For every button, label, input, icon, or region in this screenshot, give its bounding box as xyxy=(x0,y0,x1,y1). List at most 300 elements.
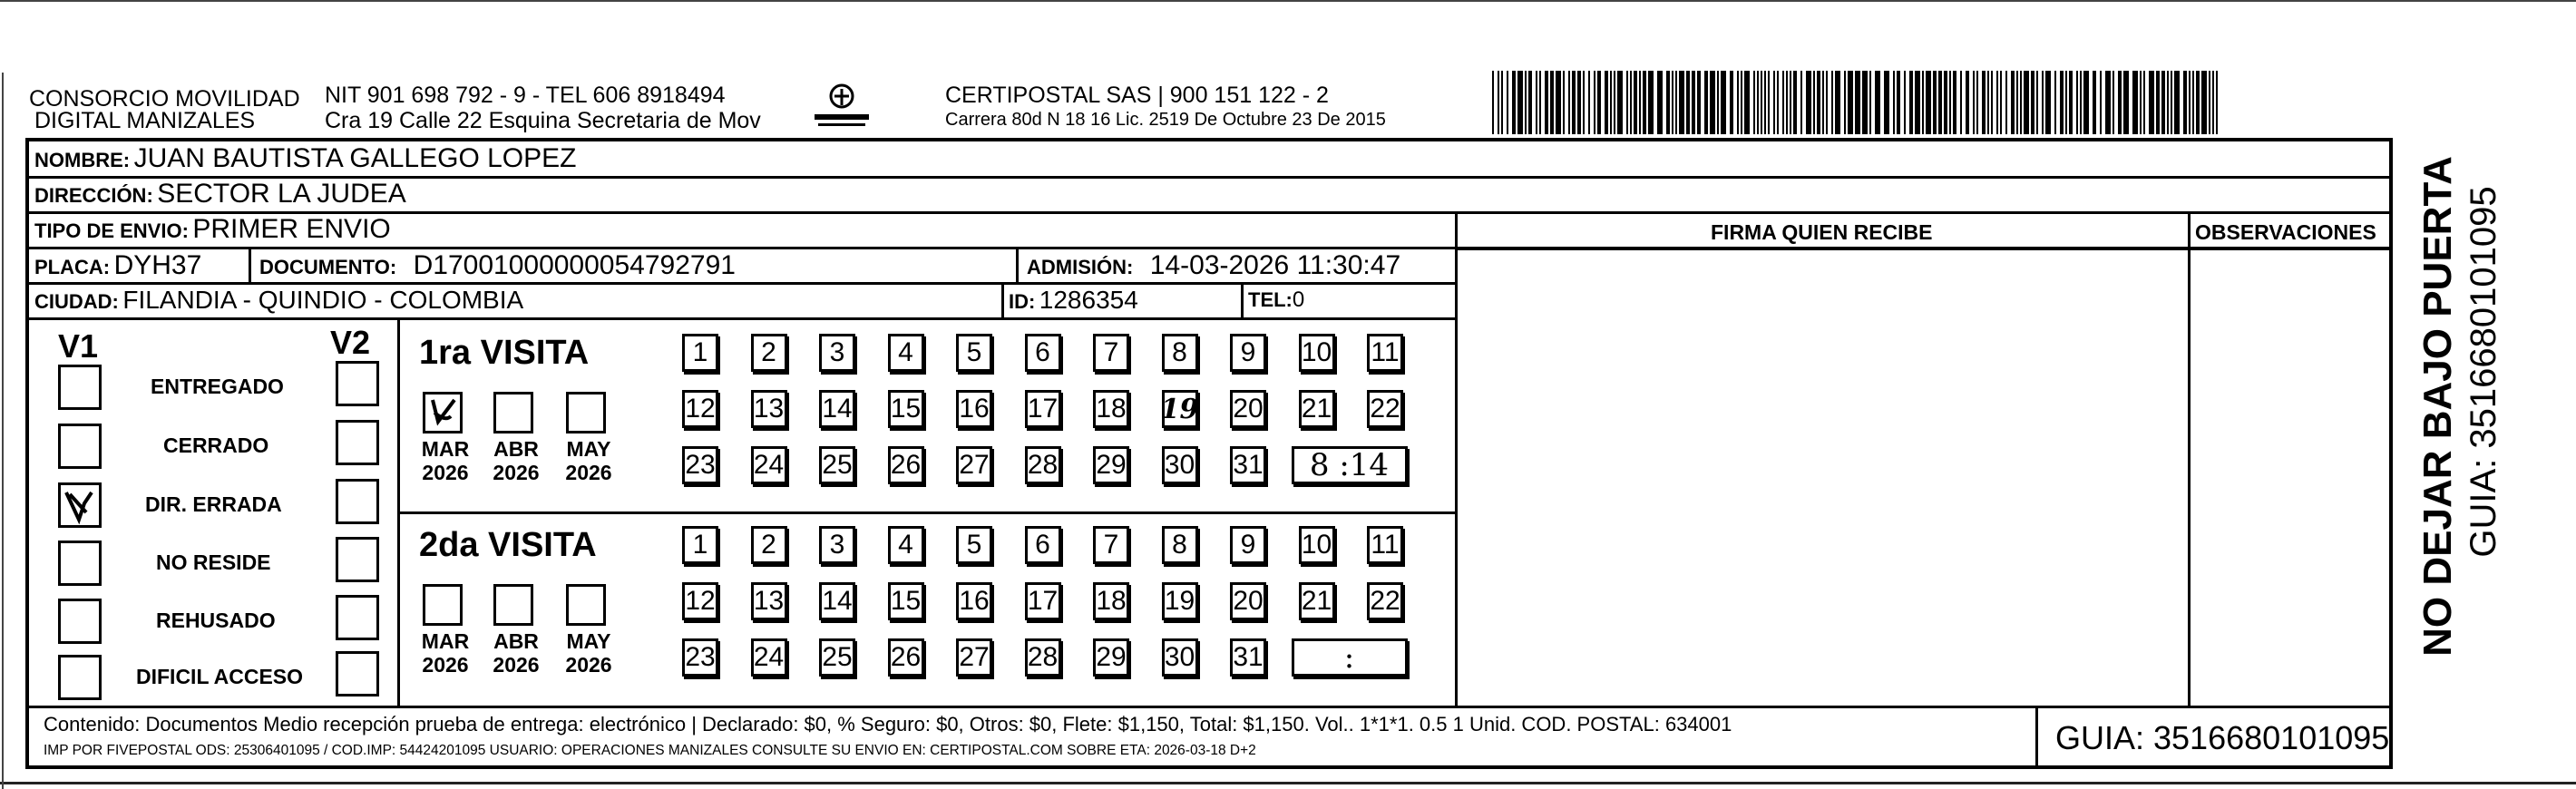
day-number: 19 xyxy=(1164,586,1195,616)
barcode-bar xyxy=(1528,71,1532,134)
status-label: DIFICIL ACCESO xyxy=(136,665,304,688)
v2-checkbox[interactable] xyxy=(336,361,379,406)
day-number: 10 xyxy=(1301,337,1332,367)
month-checkbox[interactable] xyxy=(493,584,533,626)
barcode-bar xyxy=(1583,71,1585,134)
day-box[interactable] xyxy=(888,526,924,564)
barcode-bar xyxy=(2000,71,2002,134)
day-box[interactable] xyxy=(1025,526,1061,564)
admision-field xyxy=(1027,252,1400,279)
barcode-bar xyxy=(1630,71,1632,134)
barcode-bar xyxy=(2192,71,2194,134)
day-number: 13 xyxy=(753,586,785,616)
barcode-bar xyxy=(1666,71,1670,134)
barcode-bar xyxy=(2024,71,2029,134)
day-box[interactable] xyxy=(1162,526,1198,564)
day-box[interactable] xyxy=(819,390,855,428)
barcode-bar xyxy=(1610,71,1612,134)
barcode-bar xyxy=(1904,71,1906,134)
barcode-bar xyxy=(2076,71,2078,134)
nombre-label: NOMBRE: xyxy=(34,149,131,171)
day-box[interactable] xyxy=(819,334,855,372)
firma-column-left xyxy=(1455,211,1458,706)
barcode-bar xyxy=(2140,71,2142,134)
observaciones-header: OBSERVACIONES xyxy=(2195,220,2376,244)
day-box[interactable] xyxy=(1025,638,1061,677)
barcode-bar xyxy=(1498,71,1499,134)
barcode-bar xyxy=(2042,71,2044,134)
barcode-bar xyxy=(1492,71,1494,134)
courier-line2: Carrera 80d N 18 16 Lic. 2519 De Octubre 23 De 2015 xyxy=(945,110,1386,130)
barcode-bar xyxy=(1617,71,1623,134)
month-checkbox[interactable] xyxy=(566,392,606,433)
status-label: REHUSADO xyxy=(156,609,276,632)
barcode-bar xyxy=(1556,71,1561,134)
barcode-bar xyxy=(1545,71,1548,134)
day-number: 6 xyxy=(1035,337,1050,367)
day-box[interactable] xyxy=(1025,334,1061,372)
day-box[interactable] xyxy=(1162,390,1198,428)
barcode-bar xyxy=(1949,71,1951,134)
barcode-bar xyxy=(2113,71,2114,134)
barcode-bar xyxy=(1893,71,1895,134)
day-number: 1 xyxy=(692,337,708,367)
barcode-bar xyxy=(1875,71,1880,134)
admision-label: ADMISIÓN: xyxy=(1027,256,1134,278)
visit-divider xyxy=(397,511,1457,514)
barcode-bar xyxy=(2209,71,2210,134)
barcode-bar xyxy=(1525,71,1527,134)
month-label: MAR xyxy=(421,629,470,653)
day-number: 6 xyxy=(1035,530,1050,560)
day-number: 28 xyxy=(1027,642,1059,672)
month-checkbox[interactable] xyxy=(493,392,533,433)
day-box[interactable] xyxy=(682,446,718,484)
day-number: 17 xyxy=(1027,586,1059,616)
barcode-bar xyxy=(1512,71,1516,134)
v1-checkbox[interactable] xyxy=(58,482,102,528)
barcode-bar xyxy=(2020,71,2022,134)
day-number: 7 xyxy=(1103,337,1119,367)
barcode-bar xyxy=(1744,71,1750,134)
month-label: MAY xyxy=(566,437,611,461)
barcode-bar xyxy=(1933,71,1937,134)
barcode-bar xyxy=(1501,71,1503,134)
day-box[interactable] xyxy=(1299,526,1335,564)
barcode-bar xyxy=(1782,71,1784,134)
barcode-bar xyxy=(1717,71,1719,134)
ciudad-field xyxy=(34,287,523,313)
day-number: 8 xyxy=(1172,337,1187,367)
month-checkbox[interactable] xyxy=(566,584,606,626)
day-number: 5 xyxy=(966,530,982,560)
day-box[interactable] xyxy=(751,638,787,677)
barcode-bar xyxy=(2060,71,2064,134)
barcode-bar xyxy=(1773,71,1775,134)
day-number: 7 xyxy=(1103,530,1119,560)
day-number: 12 xyxy=(685,394,716,424)
day-box[interactable] xyxy=(1299,582,1335,620)
day-number: 27 xyxy=(959,642,990,672)
v2-checkbox[interactable] xyxy=(336,595,379,640)
status-label: ENTREGADO xyxy=(151,375,284,398)
day-number: 12 xyxy=(685,586,716,616)
day-number: 9 xyxy=(1240,337,1256,367)
placa-field xyxy=(34,252,201,279)
day-box[interactable] xyxy=(1367,526,1403,564)
barcode-bar xyxy=(1643,71,1646,134)
day-number: 25 xyxy=(822,642,853,672)
day-number: 17 xyxy=(1027,394,1059,424)
day-box[interactable] xyxy=(1093,390,1129,428)
time-box[interactable] xyxy=(1292,446,1408,484)
day-number: 30 xyxy=(1164,450,1195,480)
barcode-bar xyxy=(1966,71,1969,134)
nombre-value: JUAN BAUTISTA GALLEGO LOPEZ xyxy=(133,143,577,173)
barcode-bar xyxy=(1768,71,1770,134)
firma-header-line xyxy=(1457,248,2393,250)
barcode-bar xyxy=(1686,71,1690,134)
v1-header: V1 xyxy=(58,327,99,365)
day-number: 5 xyxy=(966,337,982,367)
barcode-bar xyxy=(1996,71,1998,134)
day-box[interactable] xyxy=(1162,638,1198,677)
address-line: Cra 19 Calle 22 Esquina Secretaria de Mov xyxy=(325,108,761,133)
barcode-bar xyxy=(2123,71,2129,134)
day-box[interactable] xyxy=(1025,446,1061,484)
barcode-bar xyxy=(2196,71,2200,134)
barcode-bar xyxy=(2201,71,2207,134)
time-box[interactable] xyxy=(1292,638,1408,677)
barcode-bar xyxy=(1626,71,1628,134)
barcode-bar xyxy=(1844,71,1846,134)
check-mark-icon xyxy=(61,485,99,525)
barcode-bar xyxy=(1639,71,1641,134)
barcode xyxy=(1492,71,2218,134)
month-checkbox[interactable] xyxy=(423,584,463,626)
barcode-bar xyxy=(2080,71,2082,134)
day-box[interactable] xyxy=(1230,526,1266,564)
observaciones-column-left xyxy=(2188,211,2191,706)
barcode-bar xyxy=(1737,71,1739,134)
barcode-bar xyxy=(1982,71,1986,134)
admision-divider xyxy=(1016,247,1019,282)
day-box[interactable] xyxy=(682,334,718,372)
barcode-bar xyxy=(1753,71,1755,134)
day-box[interactable] xyxy=(819,446,855,484)
day-number: 16 xyxy=(959,586,990,616)
barcode-bar xyxy=(2011,71,2015,134)
barcode-bar xyxy=(2031,71,2034,134)
barcode-bar xyxy=(1692,71,1695,134)
status-label: DIR. ERRADA xyxy=(145,492,282,516)
id-field xyxy=(1009,287,1138,313)
day-box[interactable] xyxy=(819,526,855,564)
documento-value: D17001000000054792791 xyxy=(413,250,736,280)
month-checkbox[interactable] xyxy=(423,392,463,433)
day-number: 24 xyxy=(753,450,785,480)
barcode-bar xyxy=(1657,71,1663,134)
barcode-bar xyxy=(1790,71,1791,134)
barcode-bar xyxy=(1831,71,1833,134)
day-number: 20 xyxy=(1233,586,1264,616)
day-box[interactable] xyxy=(1367,334,1403,372)
barcode-bar xyxy=(1826,71,1828,134)
day-number: 29 xyxy=(1096,450,1127,480)
barcode-bar xyxy=(1550,71,1554,134)
barcode-bar xyxy=(1594,71,1595,134)
day-number: 2 xyxy=(761,530,776,560)
day-number: 13 xyxy=(753,394,785,424)
barcode-bar xyxy=(1539,71,1541,134)
day-number: 4 xyxy=(898,530,913,560)
day-number: 15 xyxy=(890,586,922,616)
day-box[interactable] xyxy=(1230,334,1266,372)
barcode-bar xyxy=(2183,71,2187,134)
barcode-bar xyxy=(1884,71,1889,134)
barcode-bar xyxy=(1960,71,1962,134)
barcode-bar xyxy=(1944,71,1947,134)
day-number: 28 xyxy=(1027,450,1059,480)
day-number: 11 xyxy=(1371,337,1400,367)
barcode-bar xyxy=(1800,71,1802,134)
barcode-bar xyxy=(1822,71,1824,134)
v1-checkbox[interactable] xyxy=(58,365,102,410)
day-number: 30 xyxy=(1164,642,1195,672)
day-box[interactable] xyxy=(1025,390,1061,428)
day-box[interactable] xyxy=(1230,446,1266,484)
year-label: 2026 xyxy=(422,461,469,484)
scan-edge-bottom xyxy=(0,782,2576,784)
placa-value: DYH37 xyxy=(113,250,202,280)
v2-checkbox[interactable] xyxy=(336,651,379,696)
barcode-bar xyxy=(1953,71,1956,134)
barcode-bar xyxy=(1938,71,1942,134)
barcode-bar xyxy=(2189,71,2191,134)
day-number: 21 xyxy=(1301,586,1332,616)
day-number: 21 xyxy=(1301,394,1332,424)
barcode-bar xyxy=(1987,71,1989,134)
status-label: CERRADO xyxy=(163,433,269,457)
day-number: 23 xyxy=(685,450,716,480)
v2-checkbox[interactable] xyxy=(336,420,379,465)
barcode-bar xyxy=(2105,71,2111,134)
tipo-envio-value: PRIMER ENVIO xyxy=(192,214,391,244)
barcode-bar xyxy=(1563,71,1565,134)
firma-header: FIRMA QUIEN RECIBE xyxy=(1711,220,1933,244)
admision-value: 14-03-2026 11:30:47 xyxy=(1149,250,1401,280)
day-box[interactable] xyxy=(819,638,855,677)
direccion-value: SECTOR LA JUDEA xyxy=(157,179,406,209)
barcode-bar xyxy=(2167,71,2169,134)
company-name-line1: CONSORCIO MOVILIDAD xyxy=(29,86,300,112)
day-box[interactable] xyxy=(1093,334,1129,372)
barcode-bar xyxy=(1741,71,1742,134)
company-name-line2: DIGITAL MANIZALES xyxy=(34,108,256,133)
day-box[interactable] xyxy=(888,390,924,428)
barcode-bar xyxy=(1614,71,1615,134)
day-number: 9 xyxy=(1240,530,1256,560)
day-box[interactable] xyxy=(751,390,787,428)
month-label: MAR xyxy=(421,437,470,461)
footer-print-line: IMP POR FIVEPOSTAL ODS: 25306401095 / COD.IMP: 54424201095 USUARIO: OPERACIONES MANIZALES CONSULTE SU ENVIO EN: CERTIPOSTAL.COM SOBRE ETA: 2026-03-18 D+2 xyxy=(44,743,1256,758)
day-box[interactable] xyxy=(682,582,718,620)
barcode-bar xyxy=(2161,71,2165,134)
direccion-field xyxy=(34,180,406,208)
barcode-bar xyxy=(1721,71,1726,134)
day-number: 22 xyxy=(1370,394,1400,424)
nit-line: NIT 901 698 792 - 9 - TEL 606 8918494 xyxy=(325,83,726,108)
barcode-bar xyxy=(2054,71,2056,134)
ciudad-label: CIUDAD: xyxy=(34,290,119,313)
day-box[interactable] xyxy=(1230,582,1266,620)
day-box[interactable] xyxy=(1367,390,1403,428)
day-box[interactable] xyxy=(888,334,924,372)
tel-value: 0 xyxy=(1292,287,1305,312)
barcode-bar xyxy=(2093,71,2096,134)
ciudad-value: FILANDIA - QUINDIO - COLOMBIA xyxy=(122,286,524,314)
day-box[interactable] xyxy=(682,526,718,564)
day-box[interactable] xyxy=(888,638,924,677)
check-mark-icon xyxy=(425,394,460,431)
barcode-bar xyxy=(1675,71,1677,134)
barcode-bar xyxy=(1761,71,1762,134)
day-number: 3 xyxy=(829,530,845,560)
barcode-bar xyxy=(1848,71,1853,134)
barcode-bar xyxy=(1786,71,1788,134)
day-box[interactable] xyxy=(751,446,787,484)
day-box[interactable] xyxy=(956,446,992,484)
id-value: 1286354 xyxy=(1039,286,1138,314)
id-divider xyxy=(1001,282,1004,317)
day-box[interactable] xyxy=(1093,446,1129,484)
barcode-bar xyxy=(1679,71,1684,134)
day-box[interactable] xyxy=(956,390,992,428)
barcode-bar xyxy=(1507,71,1508,134)
day-box[interactable] xyxy=(1299,334,1335,372)
day-box[interactable] xyxy=(956,638,992,677)
day-box[interactable] xyxy=(751,526,787,564)
day-box[interactable] xyxy=(956,582,992,620)
month-label: ABR xyxy=(493,629,539,653)
barcode-bar xyxy=(1572,71,1576,134)
day-box[interactable] xyxy=(956,334,992,372)
barcode-bar xyxy=(1605,71,1608,134)
barcode-bar xyxy=(2005,71,2007,134)
barcode-bar xyxy=(2212,71,2214,134)
day-box[interactable] xyxy=(1230,390,1266,428)
courier-line1: CERTIPOSTAL SAS | 900 151 122 - 2 xyxy=(945,83,1329,108)
barcode-bar xyxy=(2083,71,2089,134)
day-box[interactable] xyxy=(1162,582,1198,620)
v1-checkbox[interactable] xyxy=(58,541,102,586)
barcode-bar xyxy=(1536,71,1537,134)
barcode-bar xyxy=(2118,71,2122,134)
barcode-bar xyxy=(1869,71,1871,134)
day-number: 16 xyxy=(959,394,990,424)
day-number: 3 xyxy=(829,337,845,367)
barcode-bar xyxy=(1926,71,1931,134)
day-box[interactable] xyxy=(1230,638,1266,677)
day-box[interactable] xyxy=(888,446,924,484)
day-number: 20 xyxy=(1233,394,1264,424)
day-box[interactable] xyxy=(682,638,718,677)
barcode-bar xyxy=(1757,71,1759,134)
day-box[interactable] xyxy=(1162,334,1198,372)
barcode-bar xyxy=(1976,71,1978,134)
year-label: 2026 xyxy=(493,461,540,484)
row-line-5 xyxy=(25,317,1457,320)
day-box[interactable] xyxy=(751,582,787,620)
status-label: NO RESIDE xyxy=(156,550,271,574)
barcode-bar xyxy=(2016,71,2018,134)
day-box[interactable] xyxy=(1093,582,1129,620)
day-box[interactable] xyxy=(888,582,924,620)
barcode-bar xyxy=(1991,71,1993,134)
day-number: 10 xyxy=(1301,530,1332,560)
v2-checkbox[interactable] xyxy=(336,537,379,582)
v1-checkbox[interactable] xyxy=(58,655,102,700)
day-number: 24 xyxy=(753,642,785,672)
barcode-bar xyxy=(1835,71,1840,134)
v2-header: V2 xyxy=(330,324,371,361)
day-box[interactable] xyxy=(1025,582,1061,620)
day-number: 27 xyxy=(959,450,990,480)
visit2-title: 2da VISITA xyxy=(419,526,597,564)
barcode-bar xyxy=(2069,71,2073,134)
day-number: 18 xyxy=(1096,586,1127,616)
barcode-bar xyxy=(1648,71,1654,134)
day-box[interactable] xyxy=(1299,390,1335,428)
barcode-bar xyxy=(1634,71,1637,134)
no-dejar-warning: NO DEJAR BAJO PUERTA xyxy=(2415,156,2460,657)
barcode-bar xyxy=(2216,71,2218,134)
v1-checkbox[interactable] xyxy=(58,424,102,469)
barcode-bar xyxy=(2045,71,2051,134)
certipostal-logo xyxy=(809,78,874,132)
day-box[interactable] xyxy=(956,526,992,564)
barcode-bar xyxy=(1697,71,1701,134)
day-box[interactable] xyxy=(1093,526,1129,564)
placa-label: PLACA: xyxy=(34,256,111,278)
tipo-envio-label: TIPO DE ENVIO: xyxy=(34,219,189,242)
day-box[interactable] xyxy=(819,582,855,620)
barcode-bar xyxy=(1862,71,1868,134)
day-number: 31 xyxy=(1233,450,1264,480)
scan-edge-left xyxy=(2,73,4,789)
day-number: 1 xyxy=(692,530,708,560)
v2-checkbox[interactable] xyxy=(336,479,379,524)
id-label: ID: xyxy=(1009,290,1036,313)
tel-label: TEL: xyxy=(1248,288,1293,311)
day-box[interactable] xyxy=(1093,638,1129,677)
tel-divider xyxy=(1241,282,1244,317)
v1-checkbox[interactable] xyxy=(58,599,102,644)
day-number: 25 xyxy=(822,450,853,480)
time-value: 8 :14 xyxy=(1309,447,1390,483)
day-box[interactable] xyxy=(682,390,718,428)
barcode-bar xyxy=(1915,71,1920,134)
day-number: 18 xyxy=(1096,394,1127,424)
day-box[interactable] xyxy=(1162,446,1198,484)
barcode-bar xyxy=(1777,71,1779,134)
year-label: 2026 xyxy=(565,653,612,677)
day-box[interactable] xyxy=(1367,582,1403,620)
barcode-bar xyxy=(1813,71,1815,134)
day-number: 15 xyxy=(890,394,922,424)
year-label: 2026 xyxy=(493,653,540,677)
day-box[interactable] xyxy=(751,334,787,372)
